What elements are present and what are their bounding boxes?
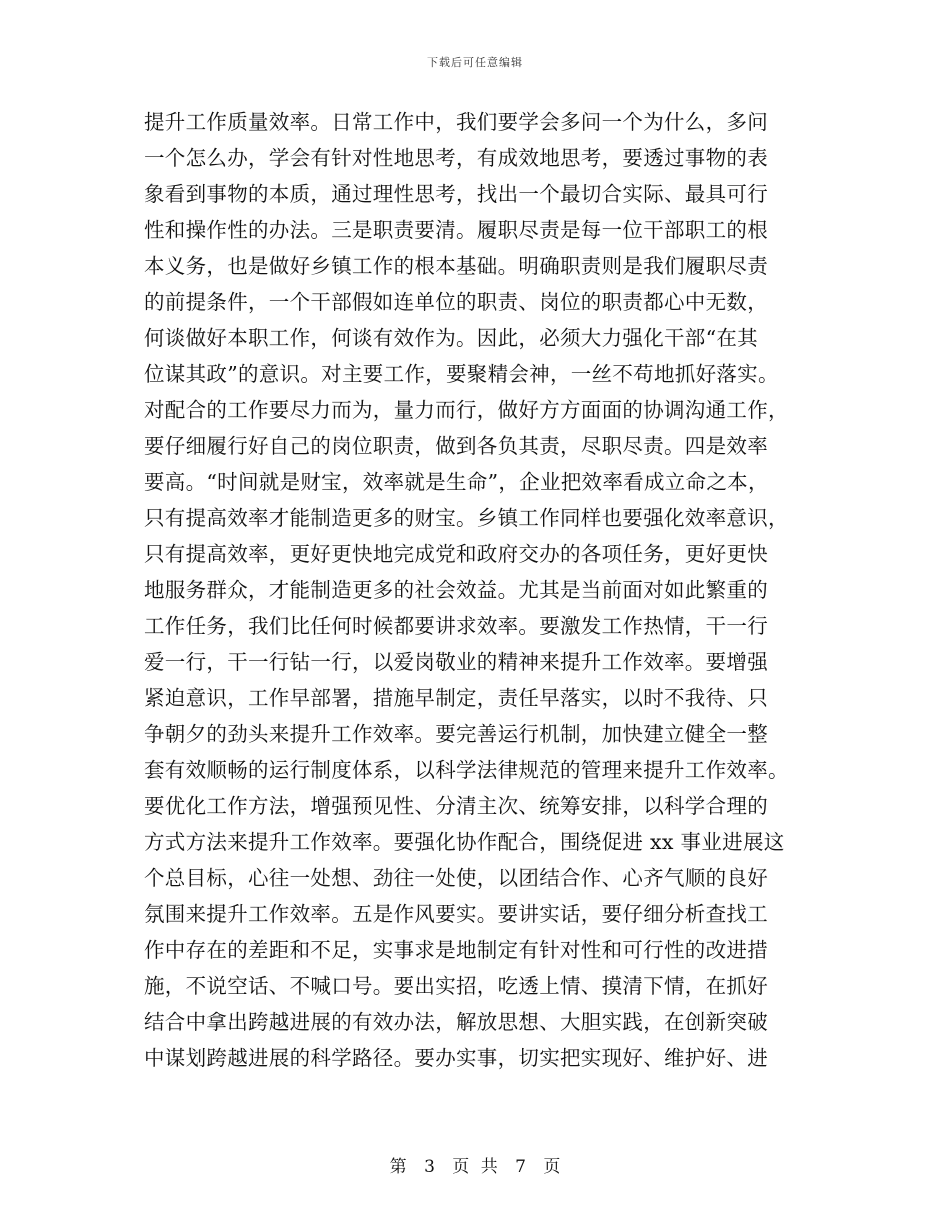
body-line: 争朝夕的劲头来提升工作效率。要完善运行机制，加快建立健全一整 bbox=[144, 722, 768, 746]
body-line: 结合中拿出跨越进展的有效办法，解放思想、大胆实践，在创新突破 bbox=[144, 1010, 768, 1034]
body-line: 要优化工作方法，增强预见性、分清主次、统筹安排，以科学合理的 bbox=[144, 794, 768, 818]
body-line: 爱一行，干一行钻一行，以爱岗敬业的精神来提升工作效率。要增强 bbox=[144, 650, 768, 674]
body-line: 施，不说空话、不喊口号。要出实招，吃透上情、摸清下情，在抓好 bbox=[144, 974, 768, 998]
body-line: 位谋其政”的意识。对主要工作，要聚精会神，一丝不苟地抓好落实。 bbox=[144, 362, 779, 386]
body-line: 的前提条件，一个干部假如连单位的职责、岗位的职责都心中无数， bbox=[144, 290, 768, 314]
page-header bbox=[0, 54, 950, 70]
body-line: 方式方法来提升工作效率。要强化协作配合，围绕促进 xx 事业进展这 bbox=[144, 830, 785, 854]
body-line: 作中存在的差距和不足，实事求是地制定有针对性和可行性的改进措 bbox=[144, 938, 768, 962]
body-line: 套有效顺畅的运行制度体系，以科学法律规范的管理来提升工作效率。 bbox=[144, 758, 789, 782]
body-line: 提升工作质量效率。日常工作中，我们要学会多问一个为什么，多问 bbox=[144, 110, 768, 134]
body-line: 对配合的工作要尽力而为，量力而行，做好方方面面的协调沟通工作， bbox=[144, 398, 789, 422]
body-line: 一个怎么办，学会有针对性地思考，有成效地思考，要透过事物的表 bbox=[144, 146, 768, 170]
body-line: 紧迫意识，工作早部署，措施早制定，责任早落实，以时不我待、只 bbox=[144, 686, 768, 710]
body-line: 要高。“时间就是财宝，效率就是生命”，企业把效率看成立命之本， bbox=[144, 470, 769, 494]
footer-middle: 页 共 bbox=[452, 1157, 498, 1177]
total-pages-number: 7 bbox=[515, 1157, 526, 1177]
body-line: 工作任务，我们比任何时候都要讲求效率。要激发工作热情，干一行 bbox=[144, 614, 768, 638]
body-line: 只有提高效率，更好更快地完成党和政府交办的各项任务，更好更快 bbox=[144, 542, 768, 566]
document-body bbox=[144, 104, 812, 1076]
body-line: 只有提高效率才能制造更多的财宝。乡镇工作同样也要强化效率意识， bbox=[144, 506, 789, 530]
page-footer bbox=[0, 1152, 950, 1177]
body-line: 象看到事物的本质，通过理性思考，找出一个最切合实际、最具可行 bbox=[144, 182, 768, 206]
body-line: 中谋划跨越进展的科学路径。要办实事，切实把实现好、维护好、进 bbox=[144, 1046, 768, 1070]
body-line: 地服务群众，才能制造更多的社会效益。尤其是当前面对如此繁重的 bbox=[144, 578, 768, 602]
current-page-number: 3 bbox=[424, 1157, 435, 1177]
header-text: 下载后可任意编辑 bbox=[427, 56, 523, 69]
body-line: 本义务，也是做好乡镇工作的根本基础。明确职责则是我们履职尽责 bbox=[144, 254, 768, 278]
body-line: 个总目标，心往一处想、劲往一处使，以团结合作、心齐气顺的良好 bbox=[144, 866, 768, 890]
body-line: 要仔细履行好自己的岗位职责，做到各负其责，尽职尽责。四是效率 bbox=[144, 434, 768, 458]
footer-prefix: 第 bbox=[389, 1157, 407, 1177]
body-line: 性和操作性的办法。三是职责要清。履职尽责是每一位干部职工的根 bbox=[144, 218, 768, 242]
footer-suffix: 页 bbox=[543, 1157, 561, 1177]
body-line: 氛围来提升工作效率。五是作风要实。要讲实话，要仔细分析查找工 bbox=[144, 902, 768, 926]
body-line: 何谈做好本职工作，何谈有效作为。因此，必须大力强化干部“在其 bbox=[144, 326, 758, 350]
